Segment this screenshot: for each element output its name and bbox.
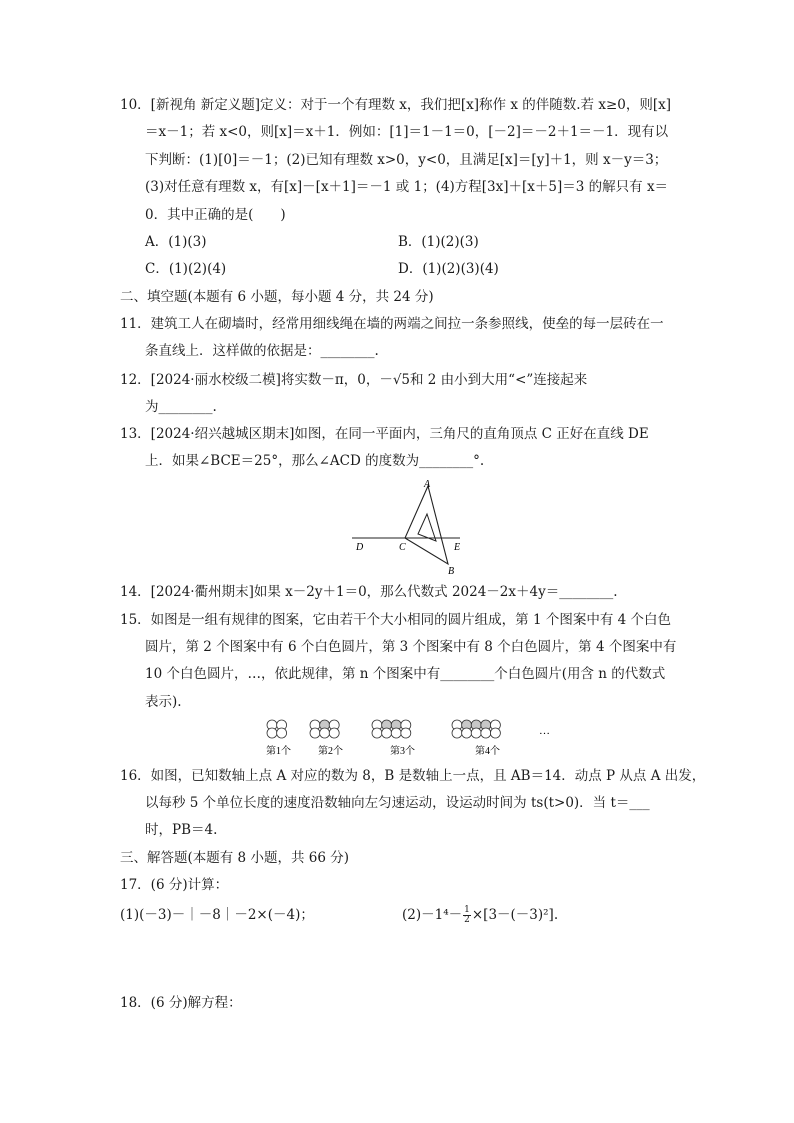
q12-line1: 12．[2024·丽水校级二模]将实数－π，0，－√5和 2 由小到大用“<”连接起来 [120,372,588,388]
pattern-label-3: 第3个 [390,746,415,757]
q10-line5: 0．其中正确的是( ) [145,207,286,223]
q15-line3: 10 个白色圆片，…，依此规律，第 n 个图案中有________个白色圆片(用含 n 的代数式 [145,666,666,682]
pattern-ellipsis: … [539,725,550,737]
label-c: C [399,542,406,553]
q17-part1: (1)(－3)－｜－8｜－2×(－4)； [120,907,314,923]
pattern-4-circle [490,728,500,738]
q10-option-d: D．(1)(2)(3)(4) [398,261,499,277]
q17-part2-suffix: ×[3－(－3)²]. [471,907,559,923]
outer-triangle [405,486,448,564]
pattern-2-circle [329,728,339,738]
q10-option-b: B．(1)(2)(3) [398,234,479,250]
pattern-1-circle [277,728,287,738]
q16-line1: 16．如图，已知数轴上点 A 对应的数为 8，B 是数轴上一点，且 AB＝14．动点 P 从点 A 出发， [120,768,706,784]
pattern-4-circle [481,728,491,738]
pattern-4-circle [462,728,472,738]
q10-option-a: A．(1)(3) [145,234,207,250]
circle-patterns [267,720,500,738]
pattern-2-circle [320,728,330,738]
triangle-figure [350,474,470,576]
q10-line1: 10．[新视角 新定义题]定义：对于一个有理数 x，我们把[x]称作 x 的伴随数.若 x≥0，则[x] [120,97,671,113]
q16-line2: 以每秒 5 个单位长度的速度沿数轴向左匀速运动，设运动时间为 ts(t>0)．当 t＝___ [145,795,650,811]
pattern-label-2: 第2个 [318,746,343,757]
section-2-heading: 二、填空题(本题有 6 小题，每小题 4 分，共 24 分) [120,289,434,305]
pattern-4-circle [452,728,462,738]
q17-part2-prefix: (2)－1⁴－ [402,907,463,923]
section-3-heading: 三、解答题(本题有 8 小题，共 66 分) [120,850,349,866]
q11-line1: 11．建筑工人在砌墙时，经常用细线绳在墙的两端之间拉一条参照线，使垒的每一层砖在一 [120,316,664,332]
fraction-denominator: 2 [464,915,470,925]
q13-line2: 上．如果∠BCE＝25°，那么∠ACD 的度数为________°. [145,453,485,469]
inner-triangle [418,514,436,541]
pattern-4-circle [471,728,481,738]
q15-line1: 15．如图是一组有规律的图案，它由若干个大小相同的圆片组成，第 1 个图案中有 4 个白色 [120,612,672,628]
q17-title: 17．(6 分)计算： [120,877,229,893]
q13-line1: 13．[2024·绍兴越城区期末]如图，在同一平面内，三角尺的直角顶点 C 正好在直线 DE [120,426,649,442]
q16-line3: 时，PB＝4. [145,822,218,838]
pattern-label-4: 第4个 [475,746,500,757]
pattern-label-1: 第1个 [266,746,291,757]
label-e: E [454,542,461,553]
pattern-3-circle [382,728,392,738]
label-d: D [356,542,364,553]
pattern-1-circle [267,728,277,738]
q11-line2: 条直线上．这样做的依据是：________. [145,343,379,359]
label-a: A [424,479,431,490]
q18-title: 18．(6 分)解方程： [120,995,242,1011]
pattern-3-circle [391,728,401,738]
q12-line2: 为________. [145,399,217,415]
fraction-one-half [463,906,471,925]
q10-line4: (3)对任意有理数 x，有[x]－[x＋1]＝－1 或 1；(4)方程[3x]＋[x＋5]＝3 的解只有 x＝ [145,179,669,195]
q14-line1: 14．[2024·衢州期末]如果 x－2y＋1＝0，那么代数式 2024－2x＋4y＝________. [120,584,618,600]
q10-line3: 下判断：(1)[0]＝－1；(2)已知有理数 x>0，y<0，且满足[x]＝[y]＋1，则 x－y＝3； [145,152,668,168]
circle-pattern-figure [262,716,562,760]
pattern-3-circle [372,728,382,738]
q17-part2 [402,905,558,925]
q10-option-c: C．(1)(2)(4) [145,261,227,277]
label-b: B [448,566,455,576]
q10-line2: ＝x－1；若 x<0，则[x]＝x＋1．例如：[1]＝1－1＝0，[－2]＝－2＋1＝－1．现有以 [145,124,669,140]
fraction-numerator: 1 [464,905,470,915]
q15-line4: 表示). [145,694,182,710]
pattern-3-circle [401,728,411,738]
q15-line2: 圆片，第 2 个图案中有 6 个白色圆片，第 3 个图案中有 8 个白色圆片，第 4 个图案中有 [145,639,677,655]
pattern-2-circle [310,728,320,738]
